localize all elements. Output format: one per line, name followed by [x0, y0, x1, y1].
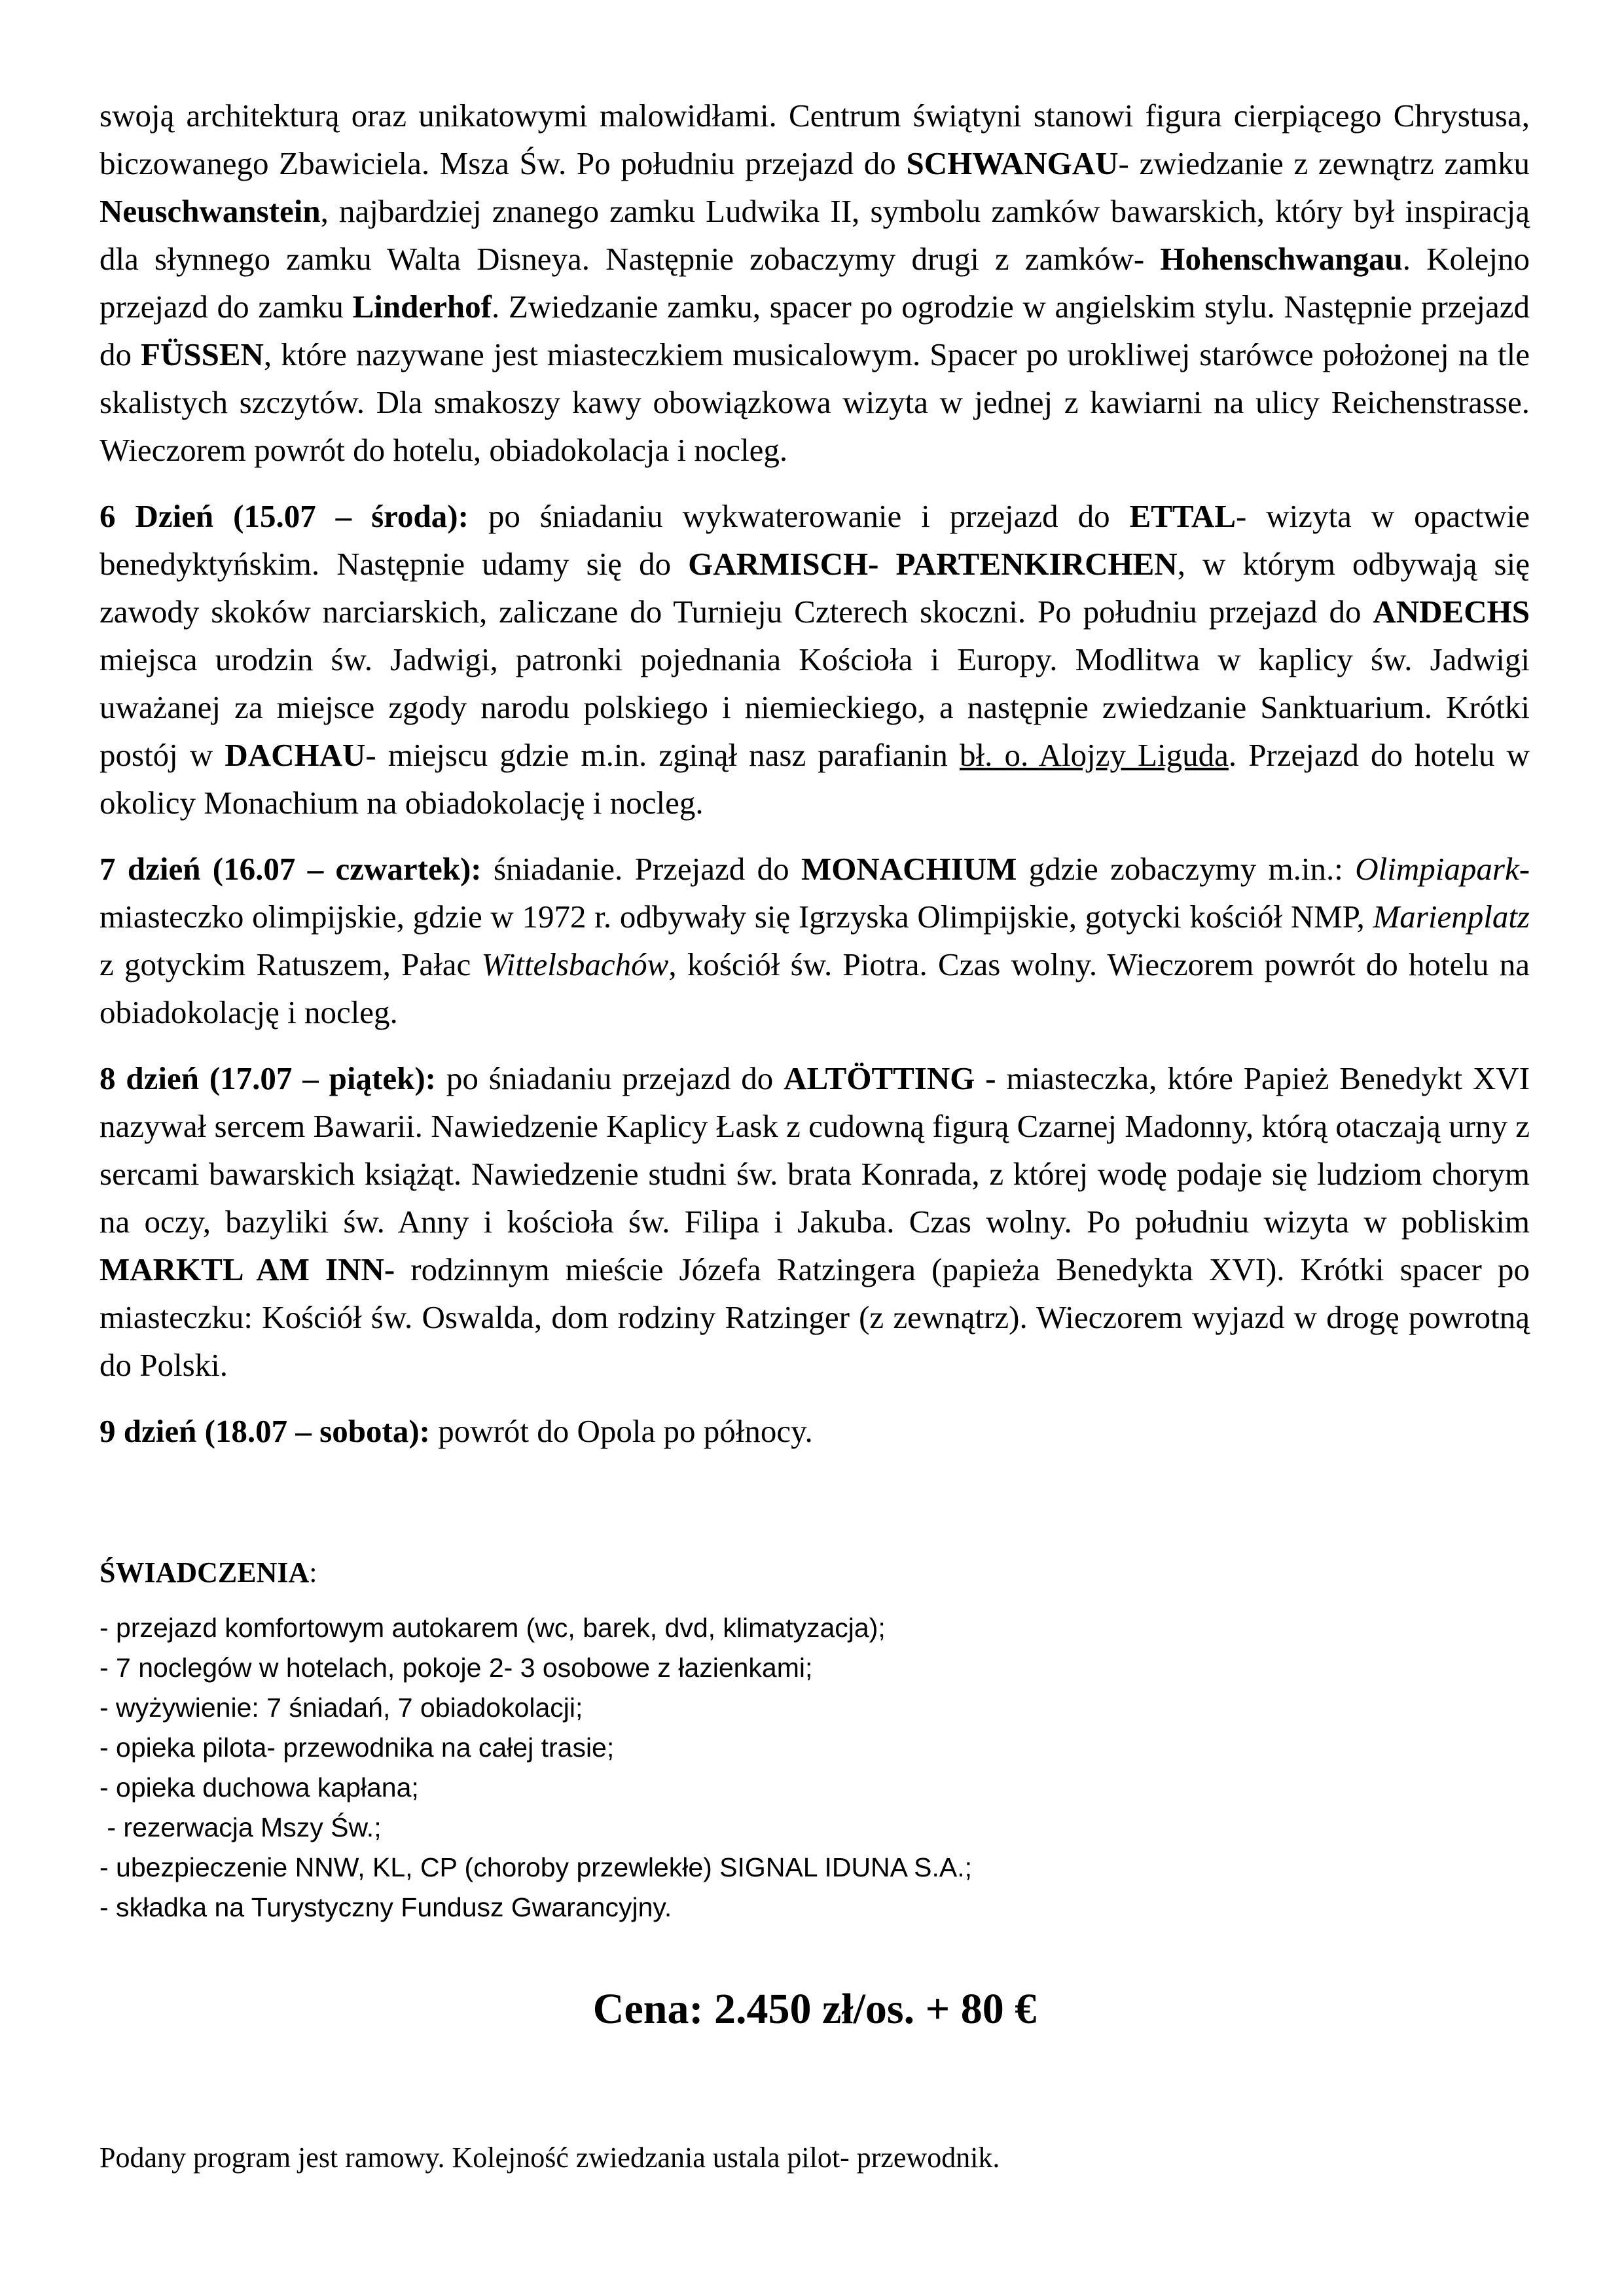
- place-olimpiapark: Olimpiapark: [1355, 851, 1519, 887]
- day7-text-4: z gotyckim Ratuszem, Pałac: [99, 946, 482, 982]
- list-item: - składka na Turystyczny Fundusz Gwarancyjny.: [99, 1892, 672, 1922]
- spacer: [99, 1473, 1530, 1552]
- place-neuschwanstein: Neuschwanstein: [99, 193, 321, 229]
- benefits-heading-colon: :: [309, 1556, 317, 1588]
- day7-text-2: gdzie zobaczymy m.in.:: [1017, 851, 1356, 887]
- day6-text-5: - miejscu gdzie m.in. zginął nasz parafianin: [365, 737, 960, 773]
- day8-text-1: po śniadaniu przejazd do: [436, 1060, 784, 1096]
- place-andechs: ANDECHS: [1373, 594, 1530, 630]
- day6-text-3: , w którym odbywają się zawody skoków narciarskich, zaliczane do Turnieju Czterech skoczni. Po południu przejazd do: [99, 546, 1530, 630]
- intro-text-1: swoją architekturą oraz unikatowymi malowidłami. Centrum świątyni stanowi figura cierpiącego Chrystusa, biczowanego Zbawiciela. Msza Św. Po południu przejazd do: [99, 98, 1530, 181]
- list-item: - przejazd komfortowym autokarem (wc, barek, dvd, klimatyzacja);: [99, 1613, 886, 1643]
- place-marienplatz: Marienplatz: [1373, 899, 1530, 935]
- place-monachium: MONACHIUM: [801, 851, 1017, 887]
- day6-text-4: miejsca urodzin św. Jadwigi, patronki pojednania Kościoła i Europy. Modlitwa w kaplicy św. Jadwigi uważanej za miejsce zgody narodu polskiego i niemieckiego, a następnie zwiedzanie Sanktuarium. Krótki postój w: [99, 641, 1530, 773]
- day7-text-3: - miasteczko olimpijskie, gdzie w 1972 r. odbywały się Igrzyska Olimpijskie, gotycki kościół NMP,: [99, 851, 1530, 935]
- day6-text-1: po śniadaniu wykwaterowanie i przejazd do: [468, 498, 1130, 534]
- intro-paragraph: [99, 92, 1530, 474]
- day8-text-2: miasteczka, które Papież Benedykt XVI nazywał sercem Bawarii. Nawiedzenie Kaplicy Łask z cudowną figurą Czarnej Madonny, którą otaczają urny z sercami bawarskich książąt. Nawiedzenie studni św. brata Konrada, z której wodę podaje się ludziom chorym na oczy, bazyliki św. Anny i kościoła św. Filipa i Jakuba. Czas wolny. Po południu wizyta w pobliskim: [99, 1060, 1530, 1240]
- list-item: - 7 noclegów w hotelach, pokoje 2- 3 osobowe z łazienkami;: [99, 1653, 813, 1683]
- day8-paragraph: [99, 1054, 1530, 1389]
- day7-text-5: , kościół św. Piotra. Czas wolny. Wieczorem powrót do hotelu na obiadokolację i nocleg.: [99, 946, 1530, 1030]
- place-schwangau: SCHWANGAU: [906, 145, 1119, 181]
- day6-heading: 6 Dzień (15.07 – środa):: [99, 498, 469, 534]
- place-altotting: ALTÖTTING -: [784, 1060, 996, 1096]
- day7-text-1: śniadanie. Przejazd do: [481, 851, 801, 887]
- intro-text-2: - zwiedzanie z zewnątrz zamku: [1118, 145, 1530, 181]
- intro-text-6: , które nazywane jest miasteczkiem musicalowym. Spacer po urokliwej starówce położonej na tle skalistych szczytów. Dla smakoszy kawy obowiązkowa wizyta w jednej z kawiarni na ulicy Reichenstrasse. Wieczorem powrót do hotelu, obiadokolacja i nocleg.: [99, 336, 1530, 468]
- list-item: - rezerwacja Mszy Św.;: [99, 1812, 382, 1842]
- place-garmisch: GARMISCH- PARTENKIRCHEN: [688, 546, 1178, 582]
- day8-heading: 8 dzień (17.07 – piątek):: [99, 1060, 436, 1096]
- day6-text-6: . Przejazd do hotelu w okolicy Monachium na obiadokolację i nocleg.: [99, 737, 1530, 821]
- intro-text-4: . Kolejno przejazd do zamku: [99, 241, 1530, 325]
- day9-heading: 9 dzień (18.07 – sobota):: [99, 1413, 430, 1449]
- liguda-link: bł. o. Alojzy Liguda: [960, 737, 1229, 773]
- place-fussen: FÜSSEN: [141, 336, 264, 372]
- list-item: - opieka pilota- przewodnika na całej trasie;: [99, 1732, 615, 1763]
- footer-note: Podany program jest ramowy. Kolejność zwiedzania ustala pilot- przewodnik.: [99, 2142, 1000, 2174]
- place-hohenschwangau: Hohenschwangau: [1160, 241, 1403, 277]
- place-marktl: MARKTL AM INN-: [99, 1251, 395, 1287]
- benefits-list: [99, 1608, 1530, 1928]
- list-item: - opieka duchowa kapłana;: [99, 1772, 419, 1803]
- day6-text-2: - wizyta w opactwie benedyktyńskim. Następnie udamy się do: [99, 498, 1530, 582]
- place-wittelsbachow: Wittelsbachów: [481, 946, 669, 982]
- price: Cena: 2.450 zł/os. + 80 €: [592, 1985, 1037, 2033]
- place-dachau: DACHAU: [225, 737, 366, 773]
- benefits-heading: [99, 1552, 1530, 1594]
- intro-text-3: , najbardziej znanego zamku Ludwika II, symbolu zamków bawarskich, który był inspiracją dla słynnego zamku Walta Disneya. Następnie zobaczymy drugi z zamków-: [99, 193, 1530, 277]
- document-page: [99, 92, 1530, 2179]
- day8-text-3: rodzinnym mieście Józefa Ratzingera (papieża Benedykta XVI). Krótki spacer po miasteczku: Kościół św. Oswalda, dom rodziny Ratzinger (z zewnątrz). Wieczorem wyjazd w drogę powrotną do Polski.: [99, 1251, 1530, 1383]
- place-ettal: ETTAL: [1129, 498, 1236, 534]
- intro-text-5: . Zwiedzanie zamku, spacer po ogrodzie w angielskim stylu. Następnie przejazd do: [99, 289, 1530, 372]
- list-item: - ubezpieczenie NNW, KL, CP (choroby przewlekłe) SIGNAL IDUNA S.A.;: [99, 1852, 973, 1882]
- day9-text-1: powrót do Opola po północy.: [429, 1413, 813, 1449]
- benefits-heading-label: ŚWIADCZENIA: [99, 1556, 310, 1588]
- list-item: - wyżywienie: 7 śniadań, 7 obiadokolacji;: [99, 1693, 583, 1723]
- place-linderhof: Linderhof: [352, 289, 492, 325]
- day7-heading: 7 dzień (16.07 – czwartek):: [99, 851, 482, 887]
- day6-paragraph: [99, 492, 1530, 827]
- day9-paragraph: [99, 1407, 1530, 1455]
- day7-paragraph: [99, 845, 1530, 1036]
